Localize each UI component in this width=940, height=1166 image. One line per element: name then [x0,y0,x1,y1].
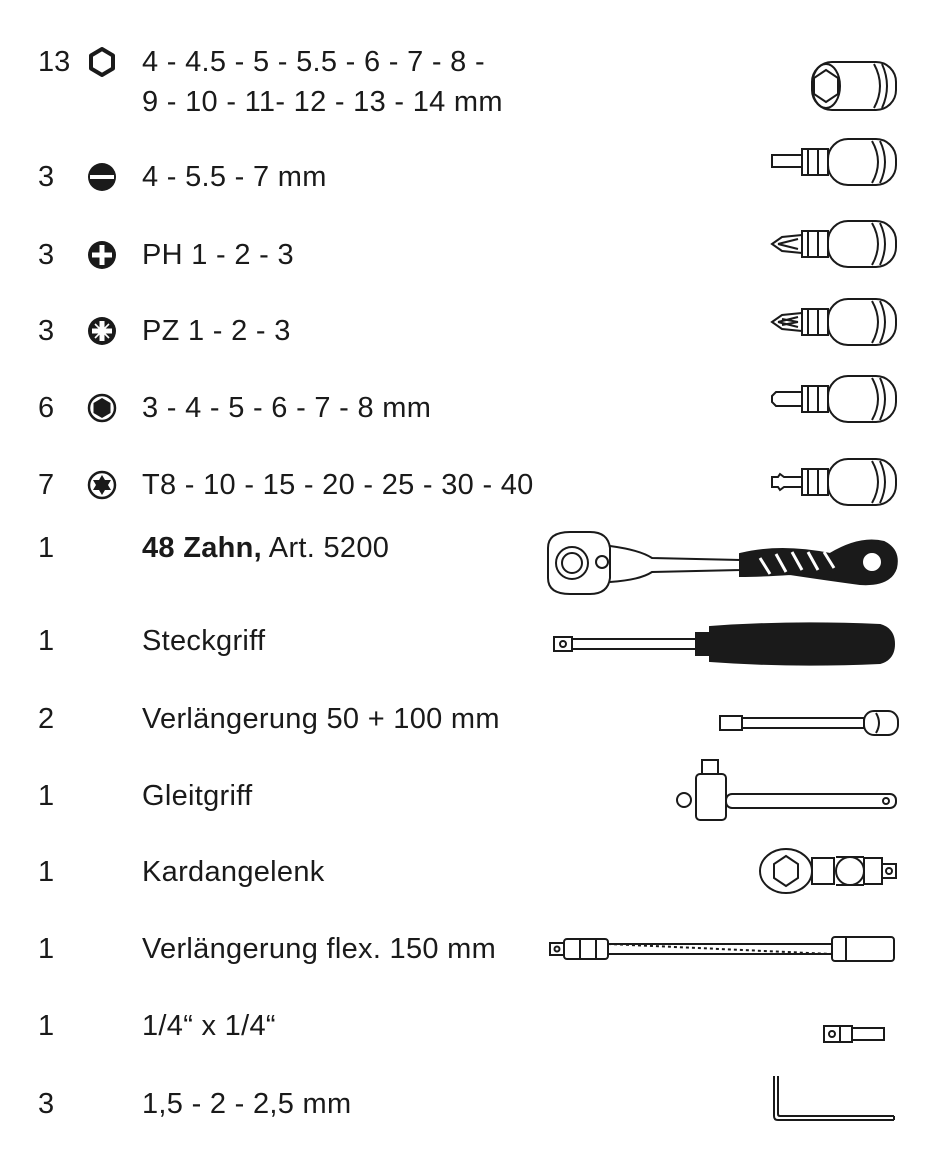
ratchet-drawing [540,528,902,598]
item-desc: Verlängerung flex. 150 mm [142,933,497,965]
torx-bit-socket-drawing [768,455,902,509]
item-desc [142,528,389,568]
item-qty: 1 [38,933,55,965]
item-desc-rest: Art. 5200 [262,532,390,564]
item-qty: 13 [38,46,71,78]
slotted-bit-socket-drawing [768,135,902,189]
item-qty: 3 [38,1088,55,1120]
torx-screw-icon [84,465,120,505]
item-qty: 7 [38,469,55,501]
extension-bar-drawing [716,705,902,741]
adapter-drawing [820,1018,890,1048]
slotted-screw-icon [84,157,120,197]
item-qty: 3 [38,239,55,271]
item-desc: 3 - 4 - 5 - 6 - 7 - 8 mm [142,392,432,424]
pozidriv-screw-icon [84,311,120,351]
universal-joint-drawing [756,844,902,898]
item-qty: 1 [38,625,55,657]
item-desc: 1,5 - 2 - 2,5 mm [142,1088,352,1120]
item-qty: 1 [38,532,55,564]
item-desc-line1: 4 - 4.5 - 5 - 5.5 - 6 - 7 - 8 - [142,46,485,78]
item-qty: 1 [38,1010,55,1042]
item-desc: 4 - 5.5 - 7 mm [142,161,327,193]
item-qty: 1 [38,856,55,888]
phillips-bit-socket-drawing [768,217,902,271]
item-qty: 1 [38,780,55,812]
item-desc: PH 1 - 2 - 3 [142,239,294,271]
item-qty: 2 [38,703,55,735]
item-desc-line2: 9 - 10 - 11- 12 - 13 - 14 mm [142,86,503,118]
hex-key-drawing [770,1072,900,1126]
item-desc: PZ 1 - 2 - 3 [142,315,291,347]
item-desc: T8 - 10 - 15 - 20 - 25 - 30 - 40 [142,469,534,501]
item-qty: 6 [38,392,55,424]
item-desc: Kardangelenk [142,856,325,888]
pozidriv-bit-socket-drawing [768,295,902,349]
socket-drawing [808,56,902,116]
item-desc: Steckgriff [142,625,266,657]
hex-bit-socket-drawing [768,372,902,426]
flex-extension-drawing [546,931,900,967]
item-qty: 3 [38,161,55,193]
item-qty: 3 [38,315,55,347]
item-desc: Verlängerung 50 + 100 mm [142,703,500,735]
phillips-screw-icon [84,235,120,275]
item-desc-bold: 48 Zahn, [142,532,263,564]
spinner-handle-drawing [550,619,900,669]
item-desc: Gleitgriff [142,780,253,812]
hex-outline-icon [84,42,120,82]
item-desc: 1/4“ x 1/4“ [142,1010,276,1042]
sliding-t-handle-drawing [674,754,902,828]
hex-socket-screw-icon [84,388,120,428]
